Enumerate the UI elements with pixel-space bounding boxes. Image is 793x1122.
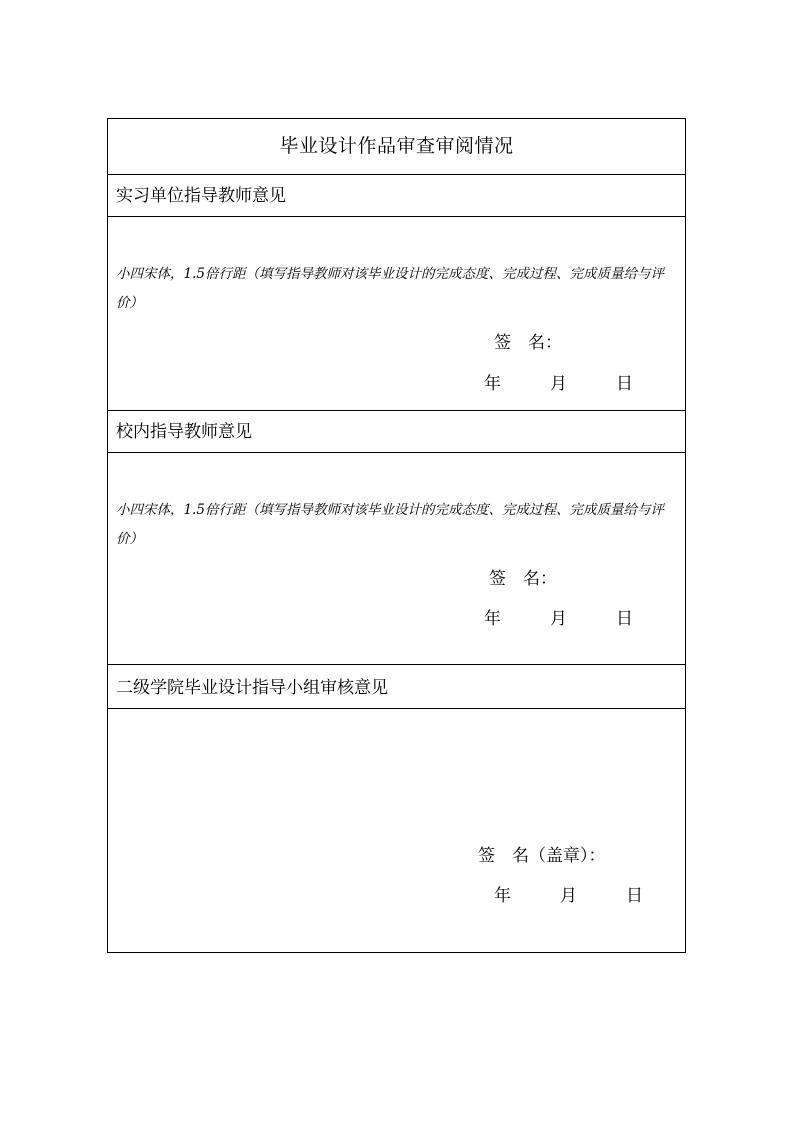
date-month-label: 月 (550, 609, 567, 629)
section-heading-internship-supervisor: 实习单位指导教师意见 (116, 186, 286, 206)
date-month-label: 月 (550, 374, 567, 394)
section-heading-college-review-group: 二级学院毕业设计指导小组审核意见 (116, 678, 388, 698)
date-day-label: 日 (616, 609, 633, 629)
row-divider (108, 708, 685, 709)
date-year-label: 年 (494, 886, 511, 906)
row-divider (108, 452, 685, 453)
section-heading-school-supervisor: 校内指导教师意见 (116, 422, 252, 442)
row-divider (108, 216, 685, 217)
row-divider (108, 174, 685, 175)
date-month-label: 月 (560, 886, 577, 906)
row-divider (108, 664, 685, 665)
form-title: 毕业设计作品审查审阅情况 (279, 135, 514, 157)
signature-label: 签 名： (494, 333, 562, 353)
instruction-note: 小四宋体，1.5倍行距（填写指导教师对该毕业设计的完成态度、完成过程、完成质量给与评价） (116, 266, 664, 311)
date-day-label: 日 (616, 374, 633, 394)
date-year-label: 年 (484, 609, 501, 629)
signature-seal-label: 签 名（盖章）： (478, 846, 606, 866)
date-day-label: 日 (626, 886, 643, 906)
date-year-label: 年 (484, 374, 501, 394)
instruction-note: 小四宋体，1.5倍行距（填写指导教师对该毕业设计的完成态度、完成过程、完成质量给与评价） (116, 502, 664, 547)
row-divider (108, 410, 685, 411)
review-form-table (107, 118, 686, 953)
signature-label: 签 名： (489, 569, 557, 589)
